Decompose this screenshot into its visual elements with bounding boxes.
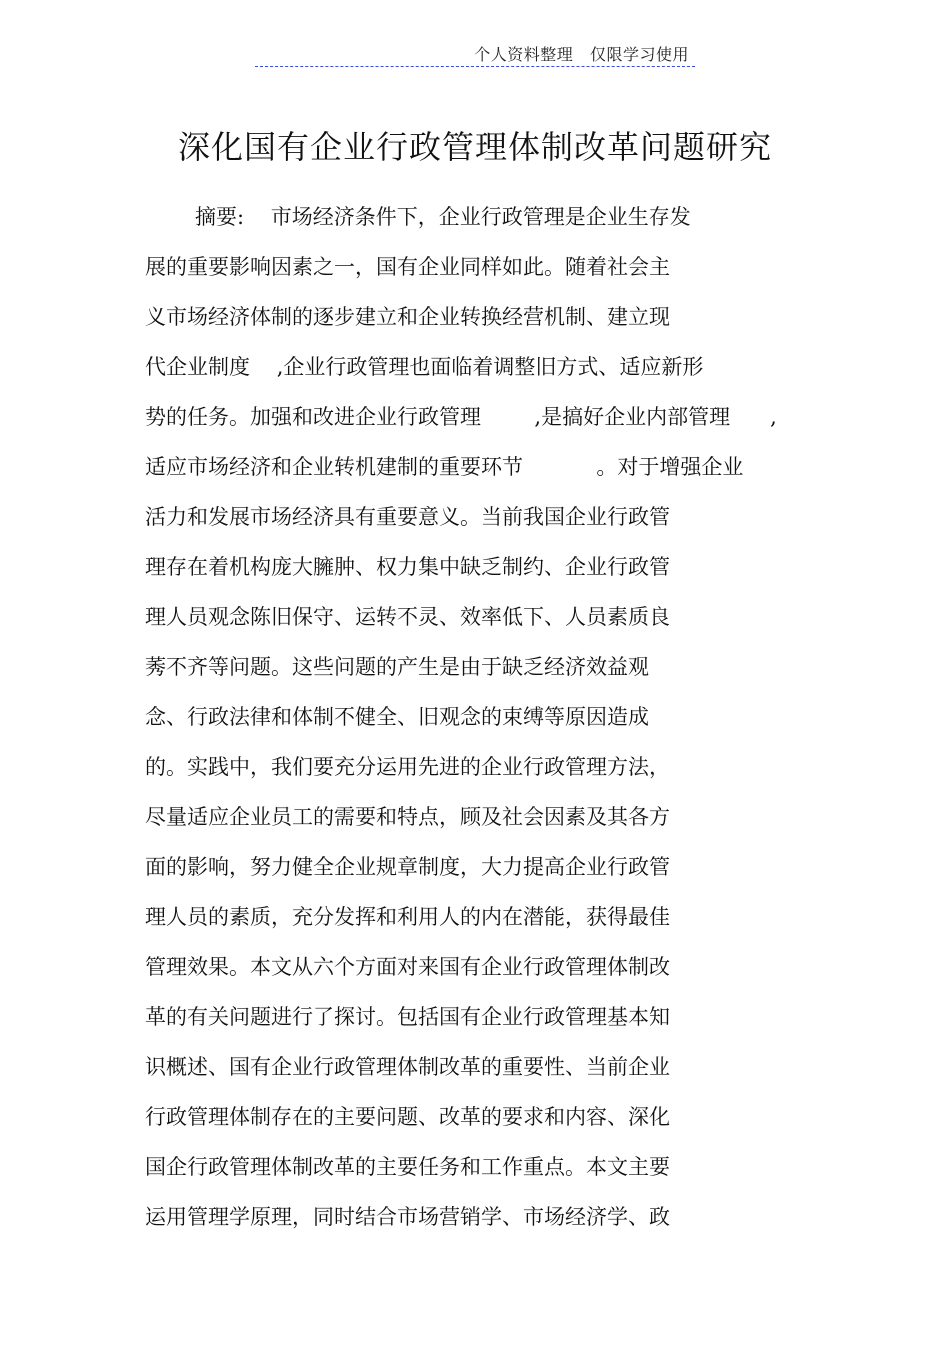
abstract-line: 面的影响，努力健全企业规章制度，大力提高企业行政管: [145, 855, 670, 879]
abstract-line: 适应市场经济和企业转机建制的重要环节 。对于增强企业: [145, 455, 744, 479]
abstract-line: 国企行政管理体制改革的主要任务和工作重点。本文主要: [145, 1155, 670, 1179]
abstract-line: 代企业制度 ,企业行政管理也面临着调整旧方式、适应新形: [145, 355, 704, 379]
abstract-line: 活力和发展市场经济具有重要意义。当前我国企业行政管: [145, 505, 670, 529]
abstract-line: 莠不齐等问题。这些问题的产生是由于缺乏经济效益观: [145, 655, 649, 679]
page-header: [255, 40, 695, 67]
abstract-line: 革的有关问题进行了探讨。包括国有企业行政管理基本知: [145, 1005, 670, 1029]
abstract-line: 理人员观念陈旧保守、运转不灵、效率低下、人员素质良: [145, 605, 670, 629]
abstract-body: [145, 202, 935, 1252]
abstract-line: 摘要: 市场经济条件下，企业行政管理是企业生存发: [195, 205, 691, 229]
abstract-line: 的。实践中，我们要充分运用先进的企业行政管理方法，: [145, 755, 670, 779]
document-title: 深化国有企业行政管理体制改革问题研究: [177, 128, 772, 166]
abstract-line: 势的任务。加强和改进企业行政管理 ,是搞好企业内部管理 ,: [145, 405, 777, 429]
abstract-line: 尽量适应企业员工的需要和特点，顾及社会因素及其各方: [145, 805, 670, 829]
abstract-line: 管理效果。本文从六个方面对来国有企业行政管理体制改: [145, 955, 670, 979]
abstract-line: 理人员的素质，充分发挥和利用人的内在潜能，获得最佳: [145, 905, 670, 929]
abstract-line: 义市场经济体制的逐步建立和企业转换经营机制、建立现: [145, 305, 670, 329]
abstract-line: 识概述、国有企业行政管理体制改革的重要性、当前企业: [145, 1055, 670, 1079]
abstract-line: 运用管理学原理，同时结合市场营销学、市场经济学、政: [145, 1205, 670, 1229]
abstract-line: 念、行政法律和体制不健全、旧观念的束缚等原因造成: [145, 705, 649, 729]
header-text: 个人资料整理 仅限学习使用: [474, 45, 689, 64]
abstract-line: 理存在着机构庞大臃肿、权力集中缺乏制约、企业行政管: [145, 555, 670, 579]
abstract-line: 行政管理体制存在的主要问题、改革的要求和内容、深化: [145, 1105, 670, 1129]
abstract-line: 展的重要影响因素之一，国有企业同样如此。随着社会主: [145, 255, 670, 279]
